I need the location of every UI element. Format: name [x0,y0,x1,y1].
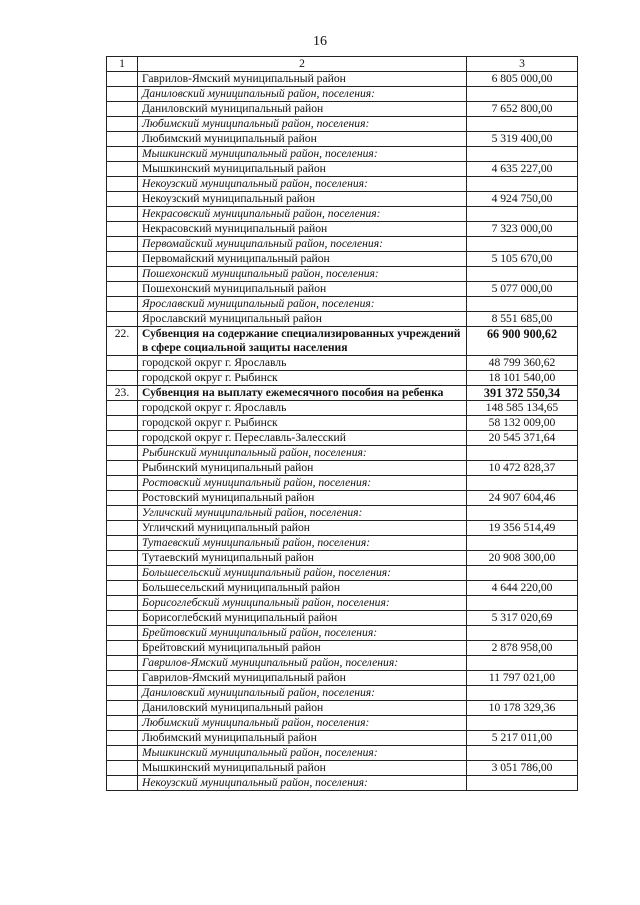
row-amount-cell [467,476,578,491]
row-name-cell: Некоузский муниципальный район, поселения: [138,177,467,192]
table-row [107,416,578,431]
settlement-heading-row [107,297,578,312]
table-row [107,491,578,506]
table-row [107,401,578,416]
row-amount-cell: 24 907 604,46 [467,491,578,506]
row-name-cell: Некоузский муниципальный район, поселения: [138,776,467,791]
row-name-cell: городской округ г. Ярославль [138,401,467,416]
row-name-cell: Любимский муниципальный район, поселения: [138,117,467,132]
row-name-cell: городской округ г. Ярославль [138,356,467,371]
row-name-cell: Субвенция на содержание специализированных учреждений в сфере социальной защиты населения [138,327,467,356]
row-number-cell [107,177,138,192]
row-name-cell: Рыбинский муниципальный район [138,461,467,476]
row-number-cell [107,356,138,371]
row-amount-cell: 6 805 000,00 [467,72,578,87]
row-number-cell [107,431,138,446]
row-name-cell: Любимский муниципальный район, поселения: [138,716,467,731]
row-amount-cell: 11 797 021,00 [467,671,578,686]
row-amount-cell: 5 217 011,00 [467,731,578,746]
row-name-cell: Мышкинский муниципальный район, поселения: [138,746,467,761]
table-row [107,252,578,267]
row-amount-cell [467,267,578,282]
row-amount-cell: 7 323 000,00 [467,222,578,237]
settlement-heading-row [107,267,578,282]
subsidy-table [106,56,578,791]
row-amount-cell [467,237,578,252]
row-name-cell: Мышкинский муниципальный район [138,162,467,177]
row-number-cell [107,716,138,731]
row-number-cell [107,297,138,312]
table-row [107,731,578,746]
row-amount-cell [467,596,578,611]
table-row [107,102,578,117]
row-number-cell [107,731,138,746]
row-name-cell: Рыбинский муниципальный район, поселения: [138,446,467,461]
row-number-cell [107,626,138,641]
page-number: 16 [313,34,327,49]
row-amount-cell: 5 105 670,00 [467,252,578,267]
row-name-cell: Ярославский муниципальный район, поселения: [138,297,467,312]
row-name-cell: городской округ г. Рыбинск [138,371,467,386]
row-number-cell [107,87,138,102]
row-number-cell [107,267,138,282]
row-number-cell [107,686,138,701]
row-name-cell: Даниловский муниципальный район [138,701,467,716]
row-number-cell [107,491,138,506]
row-amount-cell [467,686,578,701]
row-amount-cell: 4 644 220,00 [467,581,578,596]
settlement-heading-row [107,207,578,222]
settlement-heading-row [107,506,578,521]
row-amount-cell [467,746,578,761]
row-number-cell [107,252,138,267]
row-name-cell: Тутаевский муниципальный район [138,551,467,566]
settlement-heading-row [107,87,578,102]
row-number-cell: 22. [107,327,138,356]
row-amount-cell [467,117,578,132]
table-row [107,132,578,147]
row-amount-cell: 66 900 900,62 [467,327,578,356]
row-amount-cell [467,506,578,521]
row-number-cell [107,132,138,147]
table-row [107,611,578,626]
row-amount-cell [467,297,578,312]
row-number-cell [107,371,138,386]
row-name-cell: Мышкинский муниципальный район [138,761,467,776]
row-amount-cell: 7 652 800,00 [467,102,578,117]
row-name-cell: Гаврилов-Ямский муниципальный район, поселения: [138,656,467,671]
row-name-cell: Первомайский муниципальный район [138,252,467,267]
settlement-heading-row [107,626,578,641]
settlement-heading-row [107,536,578,551]
row-number-cell [107,72,138,87]
row-amount-cell: 4 924 750,00 [467,192,578,207]
row-name-cell: Некрасовский муниципальный район, поселения: [138,207,467,222]
row-amount-cell: 10 472 828,37 [467,461,578,476]
settlement-heading-row [107,177,578,192]
row-number-cell [107,147,138,162]
row-number-cell [107,117,138,132]
row-number-cell [107,596,138,611]
row-name-cell: Ярославский муниципальный район [138,312,467,327]
row-number-cell [107,566,138,581]
settlement-heading-row [107,716,578,731]
settlement-heading-row [107,686,578,701]
row-amount-cell: 8 551 685,00 [467,312,578,327]
row-number-cell [107,282,138,297]
row-number-cell [107,162,138,177]
row-name-cell: городской округ г. Переславль-Залесский [138,431,467,446]
row-number-cell [107,416,138,431]
row-number-cell: 23. [107,386,138,401]
settlement-heading-row [107,776,578,791]
row-name-cell: Пошехонский муниципальный район, поселения: [138,267,467,282]
table-row [107,641,578,656]
row-amount-cell: 20 908 300,00 [467,551,578,566]
header-col-2: 2 [138,57,467,72]
row-amount-cell [467,776,578,791]
row-name-cell: Даниловский муниципальный район, поселения: [138,686,467,701]
row-number-cell [107,312,138,327]
row-name-cell: Гаврилов-Ямский муниципальный район [138,72,467,87]
table-row [107,162,578,177]
row-amount-cell: 19 356 514,49 [467,521,578,536]
table-row [107,282,578,297]
table-row [107,701,578,716]
row-name-cell: Брейтовский муниципальный район [138,641,467,656]
settlement-heading-row [107,596,578,611]
row-name-cell: Большесельский муниципальный район [138,581,467,596]
table-row [107,312,578,327]
subsidy-row [107,386,578,401]
row-amount-cell [467,716,578,731]
row-name-cell: Мышкинский муниципальный район, поселения: [138,147,467,162]
table-row [107,521,578,536]
subsidy-row [107,327,578,356]
row-name-cell: Ростовский муниципальный район, поселения: [138,476,467,491]
row-name-cell: Гаврилов-Ямский муниципальный район [138,671,467,686]
row-number-cell [107,641,138,656]
row-number-cell [107,446,138,461]
row-number-cell [107,656,138,671]
row-number-cell [107,521,138,536]
row-number-cell [107,761,138,776]
row-amount-cell: 10 178 329,36 [467,701,578,716]
table-body [107,57,578,791]
header-col-1: 1 [107,57,138,72]
row-name-cell: Даниловский муниципальный район, поселения: [138,87,467,102]
row-name-cell: Борисоглебский муниципальный район, поселения: [138,596,467,611]
table-row [107,222,578,237]
row-amount-cell: 148 585 134,65 [467,401,578,416]
row-name-cell: Первомайский муниципальный район, поселения: [138,237,467,252]
row-amount-cell: 5 317 020,69 [467,611,578,626]
row-number-cell [107,476,138,491]
row-number-cell [107,222,138,237]
table-row [107,192,578,207]
row-name-cell: Некоузский муниципальный район [138,192,467,207]
row-amount-cell [467,626,578,641]
row-amount-cell: 5 077 000,00 [467,282,578,297]
row-name-cell: Брейтовский муниципальный район, поселения: [138,626,467,641]
row-amount-cell: 18 101 540,00 [467,371,578,386]
row-amount-cell [467,147,578,162]
row-name-cell: Некрасовский муниципальный район [138,222,467,237]
settlement-heading-row [107,117,578,132]
table-row [107,761,578,776]
header-col-3: 3 [467,57,578,72]
row-number-cell [107,207,138,222]
row-amount-cell [467,536,578,551]
row-number-cell [107,192,138,207]
row-amount-cell: 48 799 360,62 [467,356,578,371]
row-name-cell: Любимский муниципальный район [138,731,467,746]
row-name-cell: Любимский муниципальный район [138,132,467,147]
table-row [107,581,578,596]
row-number-cell [107,506,138,521]
settlement-heading-row [107,237,578,252]
row-number-cell [107,671,138,686]
row-amount-cell: 20 545 371,64 [467,431,578,446]
row-number-cell [107,581,138,596]
row-number-cell [107,401,138,416]
row-name-cell: Угличский муниципальный район, поселения: [138,506,467,521]
row-name-cell: Тутаевский муниципальный район, поселения: [138,536,467,551]
table-row [107,671,578,686]
row-number-cell [107,551,138,566]
row-amount-cell [467,207,578,222]
row-amount-cell [467,656,578,671]
row-number-cell [107,776,138,791]
row-number-cell [107,102,138,117]
row-name-cell: городской округ г. Рыбинск [138,416,467,431]
settlement-heading-row [107,147,578,162]
row-number-cell [107,746,138,761]
row-amount-cell: 5 319 400,00 [467,132,578,147]
row-amount-cell [467,177,578,192]
table-row [107,356,578,371]
row-name-cell: Пошехонский муниципальный район [138,282,467,297]
row-amount-cell: 58 132 009,00 [467,416,578,431]
table-header-row [107,57,578,72]
row-name-cell: Борисоглебский муниципальный район [138,611,467,626]
row-amount-cell: 3 051 786,00 [467,761,578,776]
settlement-heading-row [107,446,578,461]
table-row [107,72,578,87]
row-name-cell: Большесельский муниципальный район, поселения: [138,566,467,581]
row-amount-cell: 391 372 550,34 [467,386,578,401]
row-number-cell [107,461,138,476]
row-number-cell [107,536,138,551]
table-row [107,551,578,566]
row-amount-cell: 4 635 227,00 [467,162,578,177]
settlement-heading-row [107,656,578,671]
row-amount-cell [467,87,578,102]
row-number-cell [107,701,138,716]
row-amount-cell: 2 878 958,00 [467,641,578,656]
row-amount-cell [467,566,578,581]
row-number-cell [107,237,138,252]
table-row [107,461,578,476]
row-number-cell [107,611,138,626]
row-name-cell: Даниловский муниципальный район [138,102,467,117]
settlement-heading-row [107,476,578,491]
row-name-cell: Субвенция на выплату ежемесячного пособия на ребенка [138,386,467,401]
row-name-cell: Угличский муниципальный район [138,521,467,536]
row-amount-cell [467,446,578,461]
settlement-heading-row [107,566,578,581]
table-row [107,371,578,386]
settlement-heading-row [107,746,578,761]
table-row [107,431,578,446]
row-name-cell: Ростовский муниципальный район [138,491,467,506]
